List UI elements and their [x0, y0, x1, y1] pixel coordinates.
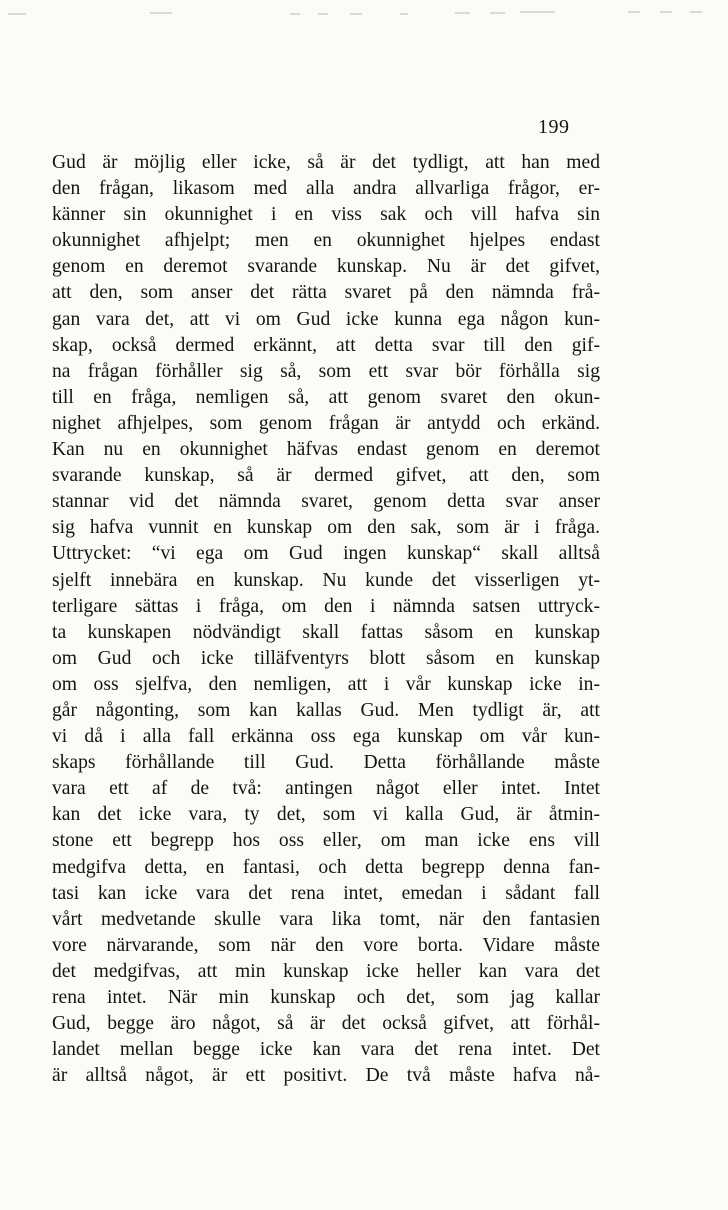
- text-line: det medgifvas, att min kunskap icke heller kan vara det: [52, 960, 600, 982]
- text-line: rena intet. När min kunskap och det, som jag kallar: [52, 987, 600, 1008]
- text-line: terligare sättas i fråga, om den i nämnda satsen uttryck-: [52, 595, 600, 617]
- text-line: är alltså något, är ett positivt. De två måste hafva nå-: [52, 1065, 600, 1087]
- text-line: att den, som anser det rätta svaret på den nämnda frå-: [52, 282, 600, 304]
- text-line: landet mellan begge icke kan vara det rena intet. Det: [52, 1039, 600, 1061]
- body-text: [52, 150, 600, 1089]
- text-line: vi då i alla fall erkänna oss ega kunskap om vår kun-: [52, 726, 600, 748]
- text-line: går någonting, som kan kallas Gud. Men tydligt är, att: [52, 699, 600, 721]
- text-line: stannar vid det nämnda svaret, genom detta svar anser: [52, 491, 600, 513]
- text-line: svarande kunskap, så är dermed gifvet, att den, som: [52, 465, 600, 487]
- text-line: okunnighet afhjelpt; men en okunnighet hjelpes endast: [52, 230, 600, 252]
- text-line: kan det icke vara, ty det, som vi kalla Gud, är åtmin-: [52, 804, 600, 826]
- text-line: den frågan, likasom med alla andra allvarliga frågor, er-: [52, 178, 600, 200]
- text-line: gan vara det, att vi om Gud icke kunna ega någon kun-: [52, 308, 600, 330]
- text-line: Kan nu en okunnighet häfvas endast genom en deremot: [52, 439, 600, 461]
- text-line: skap, också dermed erkännt, att detta svar till den gif-: [52, 334, 600, 356]
- scan-edge-marks: [0, 0, 728, 24]
- text-line: vårt medvetande skulle vara lika tomt, när den fantasien: [52, 908, 600, 930]
- page-number: 199: [538, 116, 570, 138]
- text-line: stone ett begrepp hos oss eller, om man icke ens vill: [52, 830, 600, 852]
- text-line: vara ett af de två: antingen något eller intet. Intet: [52, 778, 600, 800]
- text-line: ta kunskapen nödvändigt skall fattas såsom en kunskap: [52, 621, 600, 643]
- text-line: nighet afhjelpes, som genom frågan är antydd och erkänd.: [52, 412, 600, 434]
- text-line: medgifva detta, en fantasi, och detta begrepp denna fan-: [52, 856, 600, 878]
- text-line: genom en deremot svarande kunskap. Nu är det gifvet,: [52, 256, 600, 278]
- text-line: sjelft innebära en kunskap. Nu kunde det visserligen yt-: [52, 569, 600, 591]
- text-line: vore närvarande, som när den vore borta. Vidare måste: [52, 934, 600, 956]
- text-line: sig hafva vunnit en kunskap om den sak, som är i fråga.: [52, 517, 600, 539]
- text-line: skaps förhållande till Gud. Detta förhållande måste: [52, 752, 600, 774]
- text-line: om Gud och icke tilläfventyrs blott såsom en kunskap: [52, 647, 600, 669]
- text-line: na frågan förhåller sig så, som ett svar bör förhålla sig: [52, 360, 600, 382]
- text-line: Gud är möjlig eller icke, så är det tydligt, att han med: [52, 152, 600, 173]
- text-line: till en fråga, nemligen så, att genom svaret den okun-: [52, 386, 600, 408]
- text-line: om oss sjelfva, den nemligen, att i vår kunskap icke in-: [52, 673, 600, 695]
- text-line: tasi kan icke vara det rena intet, emedan i sådant fall: [52, 882, 600, 904]
- text-line: Uttrycket: “vi ega om Gud ingen kunskap“ skall alltså: [52, 543, 600, 565]
- text-line: Gud, begge äro något, så är det också gifvet, att förhål-: [52, 1013, 600, 1035]
- text-line: känner sin okunnighet i en viss sak och vill hafva sin: [52, 204, 600, 226]
